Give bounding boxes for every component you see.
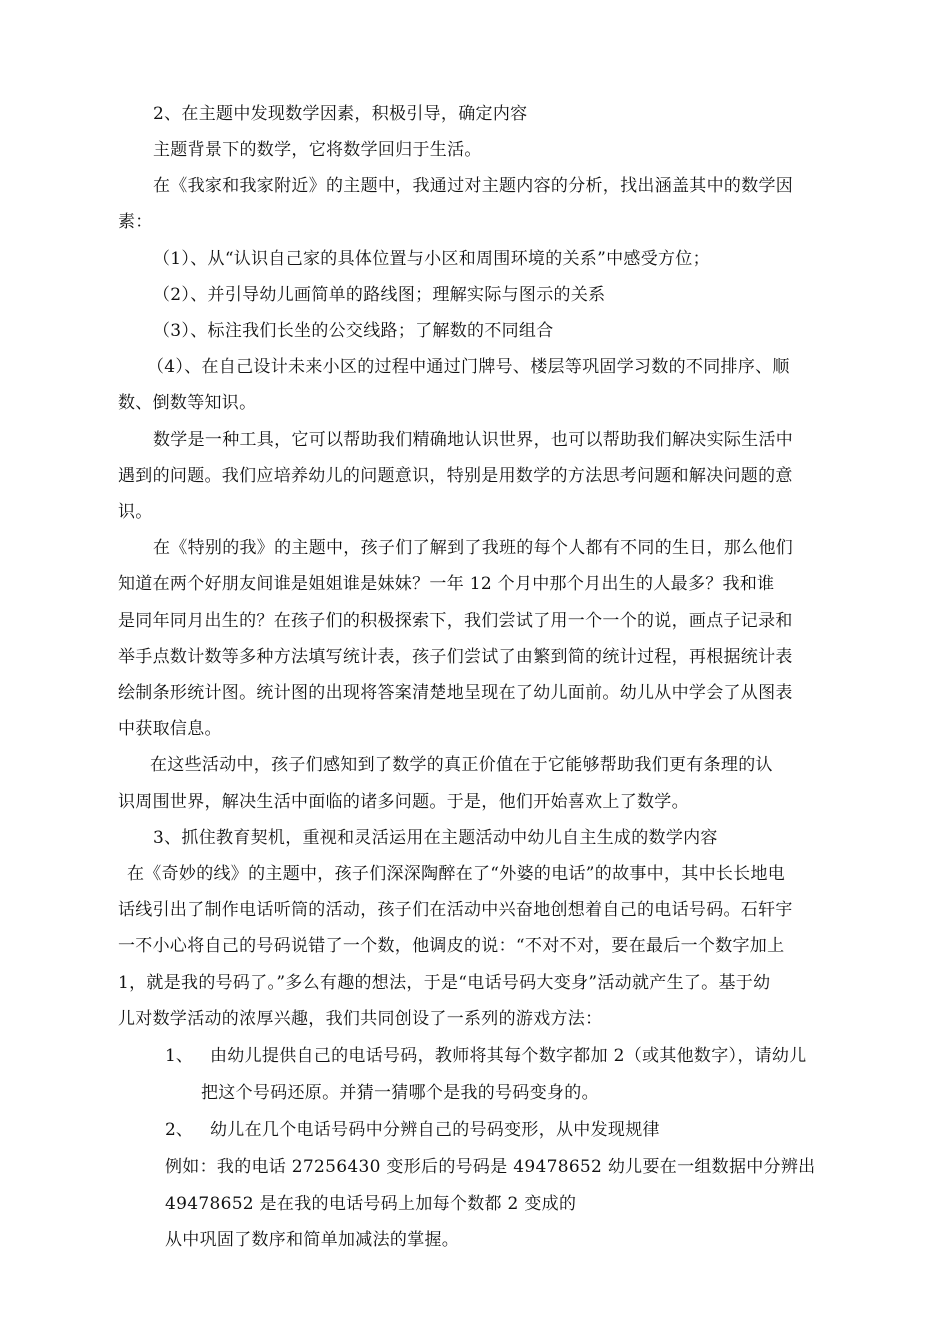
paragraph-line: 是同年同月出生的？在孩子们的积极探索下，我们尝试了用一个一个的说，画点子记录和 [118,611,793,631]
example-line: 例如：我的电话 27256430 变形后的号码是 49478652 幼儿要在一组数据中分辨出 [165,1157,816,1177]
numbered-list-item-text: 幼儿在几个电话号码中分辨自己的号码变形，从中发现规律 [210,1120,660,1140]
list-item-1: （1）、从“认识自己家的具体位置与小区和周围环境的关系”中感受方位； [153,249,710,269]
list-item-3: （3）、标注我们长坐的公交线路；了解数的不同组合 [153,321,554,341]
paragraph-line: 识。 [118,502,153,522]
heading-section-2: 2、在主题中发现数学因素，积极引导，确定内容 [153,104,528,124]
paragraph-line: 在这些活动中，孩子们感知到了数学的真正价值在于它能够帮助我们更有条理的认 [150,755,773,775]
paragraph-line: 数学是一种工具，它可以帮助我们精确地认识世界，也可以帮助我们解决实际生活中 [153,430,794,450]
paragraph-line: 素： [118,212,153,232]
list-item-4: （4）、在自己设计未来小区的过程中通过门牌号、楼层等巩固学习数的不同排序、顺 [147,357,790,377]
paragraph-line: 在《我家和我家附近》的主题中，我通过对主题内容的分析，找出涵盖其中的数学因 [153,176,794,196]
numbered-list-marker: 2、 [165,1120,193,1140]
paragraph-line: 在《奇妙的线》的主题中，孩子们深深陶醉在了“外婆的电话”的故事中，其中长长地电 [127,864,786,884]
conclusion-line: 从中巩固了数序和简单加减法的掌握。 [165,1230,460,1250]
paragraph-line: 遇到的问题。我们应培养幼儿的问题意识，特别是用数学的方法思考问题和解决问题的意 [118,466,793,486]
paragraph-line: 话线引出了制作电话听筒的活动，孩子们在活动中兴奋地创想着自己的电话号码。石轩宇 [118,900,793,920]
paragraph-line: 在《特别的我》的主题中，孩子们了解到了我班的每个人都有不同的生日，那么他们 [153,538,794,558]
numbered-list-marker: 1、 [165,1046,193,1066]
paragraph-line: 一不小心将自己的号码说错了一个数，他调皮的说：“不对不对，要在最后一个数字加上 [118,936,785,956]
paragraph-line: 中获取信息。 [118,719,222,739]
paragraph-line: 知道在两个好朋友间谁是姐姐谁是妹妹？一年 12 个月中那个月出生的人最多？我和谁 [118,574,775,594]
paragraph-line: 主题背景下的数学，它将数学回归于生活。 [153,140,482,160]
paragraph-line: 绘制条形统计图。统计图的出现将答案清楚地呈现在了幼儿面前。幼儿从中学会了从图表 [118,683,793,703]
numbered-list-item-text: 由幼儿提供自己的电话号码，教师将其每个数字都加 2（或其他数字），请幼儿 [210,1046,807,1066]
paragraph-line: 1，就是我的号码了。”多么有趣的想法，于是“电话号码大变身”活动就产生了。基于幼 [118,973,771,993]
numbered-list-item-text: 把这个号码还原。并猜一猜哪个是我的号码变身的。 [201,1083,599,1103]
heading-section-3: 3、抓住教育契机，重视和灵活运用在主题活动中幼儿自主生成的数学内容 [153,828,718,848]
paragraph-line: 举手点数计数等多种方法填写统计表，孩子们尝试了由繁到简的统计过程，再根据统计表 [118,647,793,667]
paragraph-line: 儿对数学活动的浓厚兴趣，我们共同创设了一系列的游戏方法： [118,1009,603,1029]
list-item-2: （2）、并引导幼儿画简单的路线图；理解实际与图示的关系 [153,285,606,305]
paragraph-line: 识周围世界，解决生活中面临的诸多问题。于是，他们开始喜欢上了数学。 [118,792,689,812]
example-line: 49478652 是在我的电话号码上加每个数都 2 变成的 [165,1194,577,1214]
paragraph-line: 数、倒数等知识。 [118,393,257,413]
